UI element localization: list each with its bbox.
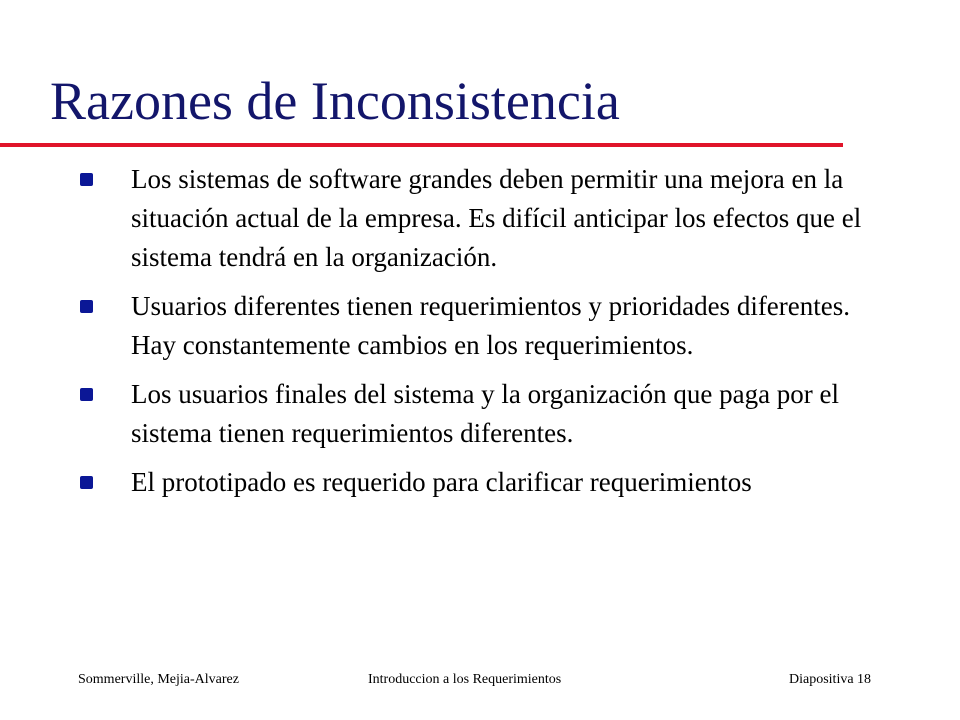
square-bullet-icon xyxy=(80,388,93,401)
list-item xyxy=(80,375,880,453)
bullet-list xyxy=(80,160,880,512)
bullet-text: Los sistemas de software grandes deben permitir una mejora en la situación actual de la empresa. Es difícil anticipar los efectos que el sistema tendrá en la organización. xyxy=(131,164,862,272)
list-item xyxy=(80,287,880,365)
square-bullet-icon xyxy=(80,300,93,313)
list-item xyxy=(80,463,880,502)
bullet-text: El prototipado es requerido para clarificar requerimientos xyxy=(131,467,752,497)
title-divider xyxy=(0,143,843,147)
bullet-text: Usuarios diferentes tienen requerimientos y prioridades diferentes. Hay constantemente cambios en los requerimientos. xyxy=(131,291,851,360)
page-title: Razones de Inconsistencia xyxy=(50,71,620,131)
square-bullet-icon xyxy=(80,476,93,489)
footer-course: Introduccion a los Requerimientos xyxy=(368,672,562,687)
square-bullet-icon xyxy=(80,173,93,186)
bullet-text: Los usuarios finales del sistema y la organización que paga por el sistema tienen requerimientos diferentes. xyxy=(131,379,840,448)
list-item xyxy=(80,160,880,277)
footer-authors: Sommerville, Mejia-Alvarez xyxy=(78,672,239,687)
footer-slide-number: Diapositiva 18 xyxy=(789,672,872,687)
